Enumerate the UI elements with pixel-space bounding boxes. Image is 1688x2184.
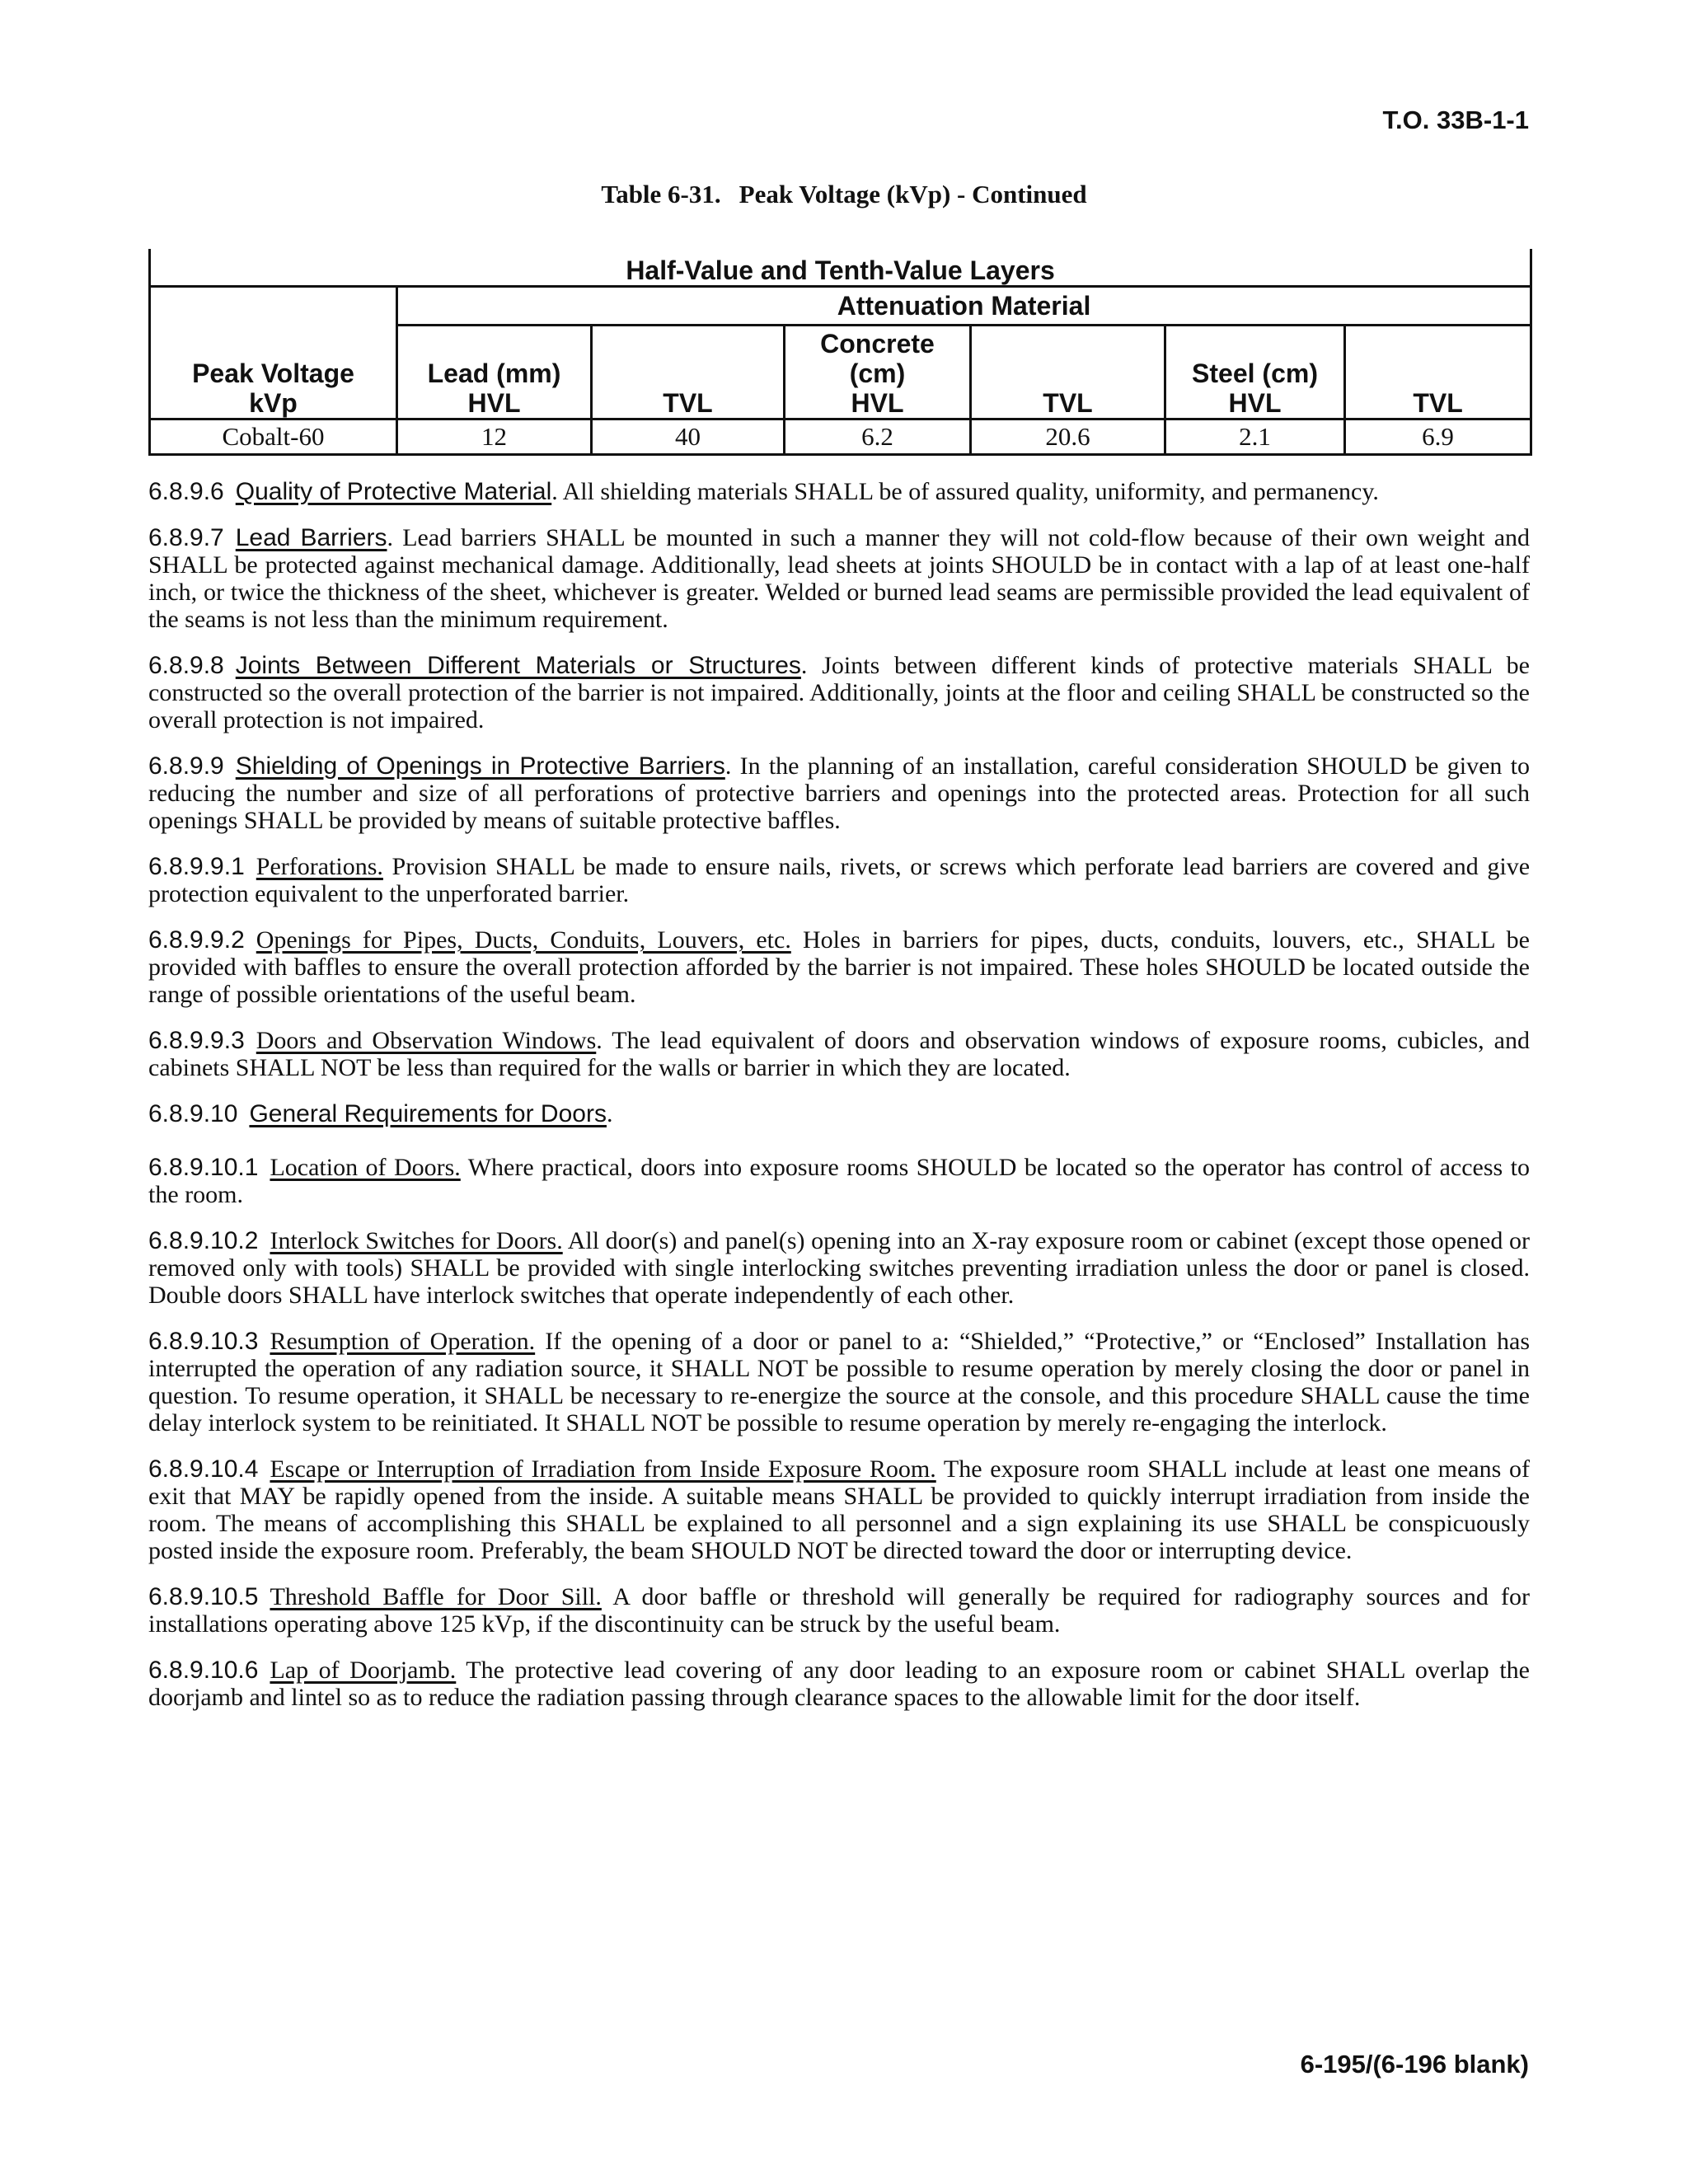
paragraph-6-8-9-10-5: [148, 1583, 1530, 1638]
paragraph-text: Joints between different kinds of protective materials SHALL be constructed so the overall protection of the barrier is not impaired. Additionally, joints at the floor and ceiling SHALL be constructed so the overall protection is not impaired.: [148, 652, 1530, 733]
corner-cell: [150, 287, 397, 326]
paragraph-6-8-9-10-6: [148, 1657, 1530, 1711]
paragraph-6-8-9-10-3: [148, 1328, 1530, 1436]
table-cell: 12: [397, 419, 592, 454]
paragraph-title: Openings for Pipes, Ducts, Conduits, Louvers, etc.: [256, 926, 791, 954]
concrete-header: [785, 326, 971, 419]
paragraph-title-separator: .: [800, 652, 808, 679]
paragraph-number: 6.8.9.9.1: [148, 853, 245, 880]
row-label: Cobalt-60: [150, 419, 397, 454]
concrete-label-line1: Concrete: [820, 328, 935, 359]
paragraph-6-8-9-10-2: [148, 1227, 1530, 1309]
subheader-hvl: HVL: [467, 387, 521, 418]
paragraph-number: 6.8.9.8: [148, 652, 224, 679]
paragraph-text: In the planning of an installation, careful consideration SHOULD be given to reducing the number and size of all perforations of protective barriers and openings into the protected areas. Protection for all such openings SHALL be provided by means of suitable protective baffles.: [148, 752, 1530, 834]
paragraph-number: 6.8.9.7: [148, 524, 224, 551]
paragraph-text: Provision SHALL be made to ensure nails, rivets, or screws which perforate lead barriers are covered and give protection equivalent to the unperforated barrier.: [148, 853, 1531, 907]
kvp-label: kVp: [249, 387, 298, 418]
paragraph-text: A door baffle or threshold will generally be required for radiography sources and for installations operating above 125 kVp, if the discontinuity can be struck by the useful beam.: [148, 1583, 1530, 1638]
table-cell: 20.6: [971, 419, 1165, 454]
paragraph-number: 6.8.9.10.6: [148, 1657, 259, 1684]
paragraph-6-8-9-10-1: [148, 1154, 1530, 1208]
paragraph-title: Resumption of Operation.: [270, 1328, 536, 1355]
paragraph-number: 6.8.9.10.5: [148, 1583, 259, 1610]
peak-voltage-label: Peak Voltage: [192, 358, 354, 388]
paragraph-title-separator: .: [724, 752, 732, 780]
table-cell: 2.1: [1165, 419, 1345, 454]
paragraph-6-8-9-7: [148, 524, 1530, 633]
steel-tvl-header: [1345, 326, 1531, 419]
paragraph-6-8-9-6: [148, 478, 1530, 505]
hvl-tvl-table: [148, 249, 1530, 456]
table-cell: 40: [592, 419, 785, 454]
body-text: [148, 478, 1530, 1730]
paragraph-number: 6.8.9.10.2: [148, 1227, 259, 1254]
paragraph-title: Shielding of Openings in Protective Barriers: [235, 752, 725, 780]
paragraph-title: Joints Between Different Materials or Structures: [235, 652, 801, 679]
page-number: 6-195/(6-196 blank): [1300, 2050, 1529, 2079]
paragraph-number: 6.8.9.9.2: [148, 926, 245, 954]
paragraph-6-8-9-9: [148, 752, 1530, 834]
subheader-tvl: TVL: [1043, 387, 1093, 418]
paragraph-text: Holes in barriers for pipes, ducts, conduits, louvers, etc., SHALL be provided with baffles to ensure the overall protection afforded by the barrier is not impaired. These holes SHOULD be located outside the range of possible orientations of the useful beam.: [148, 926, 1530, 1008]
row-header-cell: [150, 326, 397, 419]
paragraph-title: Location of Doors.: [270, 1154, 461, 1181]
paragraph-title: Perforations.: [256, 853, 383, 880]
document-id: T.O. 33B-1-1: [1382, 105, 1529, 134]
paragraph-6-8-9-9-1: [148, 853, 1530, 907]
lead-label: Lead (mm): [427, 358, 561, 388]
paragraph-number: 6.8.9.9: [148, 752, 224, 780]
paragraph-title-separator: .: [606, 1100, 613, 1127]
subheader-tvl: TVL: [1413, 387, 1463, 418]
paragraph-number: 6.8.9.6: [148, 478, 224, 505]
paragraph-number: 6.8.9.10: [148, 1100, 238, 1127]
paragraph-text: The exposure room SHALL include at least one means of exit that MAY be rapidly opened from the inside. A suitable means SHALL be provided to quickly interrupt irradiation from inside the room. The means of accomplishing this SHALL be explained to all personnel and a sign explaining its use SHALL be conspicuously posted inside the exposure room. Preferably, the beam SHOULD NOT be directed toward the door or interrupting device.: [148, 1455, 1530, 1564]
paragraph-number: 6.8.9.10.3: [148, 1328, 259, 1355]
steel-label: Steel (cm): [1192, 358, 1318, 388]
paragraph-title: Threshold Baffle for Door Sill.: [270, 1583, 602, 1610]
paragraph-number: 6.8.9.10.1: [148, 1154, 259, 1181]
paragraph-6-8-9-10: [148, 1100, 1530, 1127]
table-caption-number: Table 6-31.: [601, 180, 721, 209]
paragraph-title: Interlock Switches for Doors.: [270, 1227, 563, 1254]
lead-tvl-header: [592, 326, 785, 419]
lead-header: [397, 326, 592, 419]
paragraph-number: 6.8.9.9.3: [148, 1027, 245, 1054]
paragraph-6-8-9-10-4: [148, 1455, 1530, 1564]
paragraph-text: Where practical, doors into exposure rooms SHOULD be located so the operator has control of access to the room.: [148, 1154, 1530, 1208]
subheader-hvl: HVL: [1228, 387, 1282, 418]
paragraph-text: Lead barriers SHALL be mounted in such a manner they will not cold-flow because of their own weight and SHALL be protected against mechanical damage. Additionally, lead sheets at joints SHOULD be in contact with a lap of at least one-half inch, or twice the thickness of the sheet, whichever is greater. Welded or burned lead seams are permissible provided the lead equivalent of the seams is not less than the minimum requirement.: [148, 524, 1531, 633]
concrete-tvl-header: [971, 326, 1165, 419]
paragraph-text: All shielding materials SHALL be of assured quality, uniformity, and permanency.: [562, 478, 1379, 505]
subheader-hvl: HVL: [851, 387, 904, 418]
steel-header: [1165, 326, 1345, 419]
table-cell: 6.2: [785, 419, 971, 454]
paragraph-title: Doors and Observation Windows: [256, 1027, 597, 1054]
attenuation-material-header: Attenuation Material: [397, 287, 1531, 326]
table-caption-title: Peak Voltage (kVp) - Continued: [738, 180, 1087, 209]
concrete-label-line2: (cm): [849, 358, 906, 388]
paragraph-title-separator: .: [387, 524, 394, 551]
paragraph-title: General Requirements for Doors: [249, 1100, 607, 1127]
paragraph-text: The protective lead covering of any door leading to an exposure room or cabinet SHALL overlap the doorjamb and lintel so as to reduce the radiation passing through clearance spaces to the allowable limit for the door itself.: [148, 1657, 1530, 1711]
table-row: [150, 419, 1531, 454]
paragraph-title: Lead Barriers: [235, 524, 387, 551]
table-cell: 6.9: [1345, 419, 1531, 454]
paragraph-6-8-9-9-3: [148, 1027, 1530, 1081]
subheader-tvl: TVL: [663, 387, 713, 418]
paragraph-number: 6.8.9.10.4: [148, 1455, 259, 1483]
paragraph-title: Lap of Doorjamb.: [270, 1657, 457, 1684]
paragraph-text: The lead equivalent of doors and observation windows of exposure rooms, cubicles, and cabinets SHALL NOT be less than required for the walls or barrier in which they are located.: [148, 1027, 1530, 1081]
paragraph-title-separator: .: [551, 478, 558, 505]
paragraph-title: Quality of Protective Material: [235, 478, 552, 505]
table-caption: [0, 180, 1688, 209]
table-title: Half-Value and Tenth-Value Layers: [150, 249, 1531, 287]
paragraph-6-8-9-8: [148, 652, 1530, 733]
paragraph-title-separator: .: [596, 1027, 603, 1054]
paragraph-text: If the opening of a door or panel to a: “Shielded,” “Protective,” or “Enclosed” Installation has interrupted the operation of any radiation source, it SHALL NOT be possible to resume operation by merely closing the door or panel in question. To resume operation, it SHALL be necessary to re-energize the source at the console, and this procedure SHALL cause the time delay interlock system to be reinitiated. It SHALL NOT be possible to resume operation by merely re-engaging the interlock.: [148, 1328, 1531, 1436]
paragraph-title: Escape or Interruption of Irradiation from Inside Exposure Room.: [270, 1455, 936, 1483]
paragraph-text: All door(s) and panel(s) opening into an X-ray exposure room or cabinet (except those opened or removed only with tools) SHALL be provided with single interlocking switches preventing irradiation unless the door or panel is closed. Double doors SHALL have interlock switches that operate independently of each other.: [148, 1227, 1530, 1309]
paragraph-6-8-9-9-2: [148, 926, 1530, 1008]
